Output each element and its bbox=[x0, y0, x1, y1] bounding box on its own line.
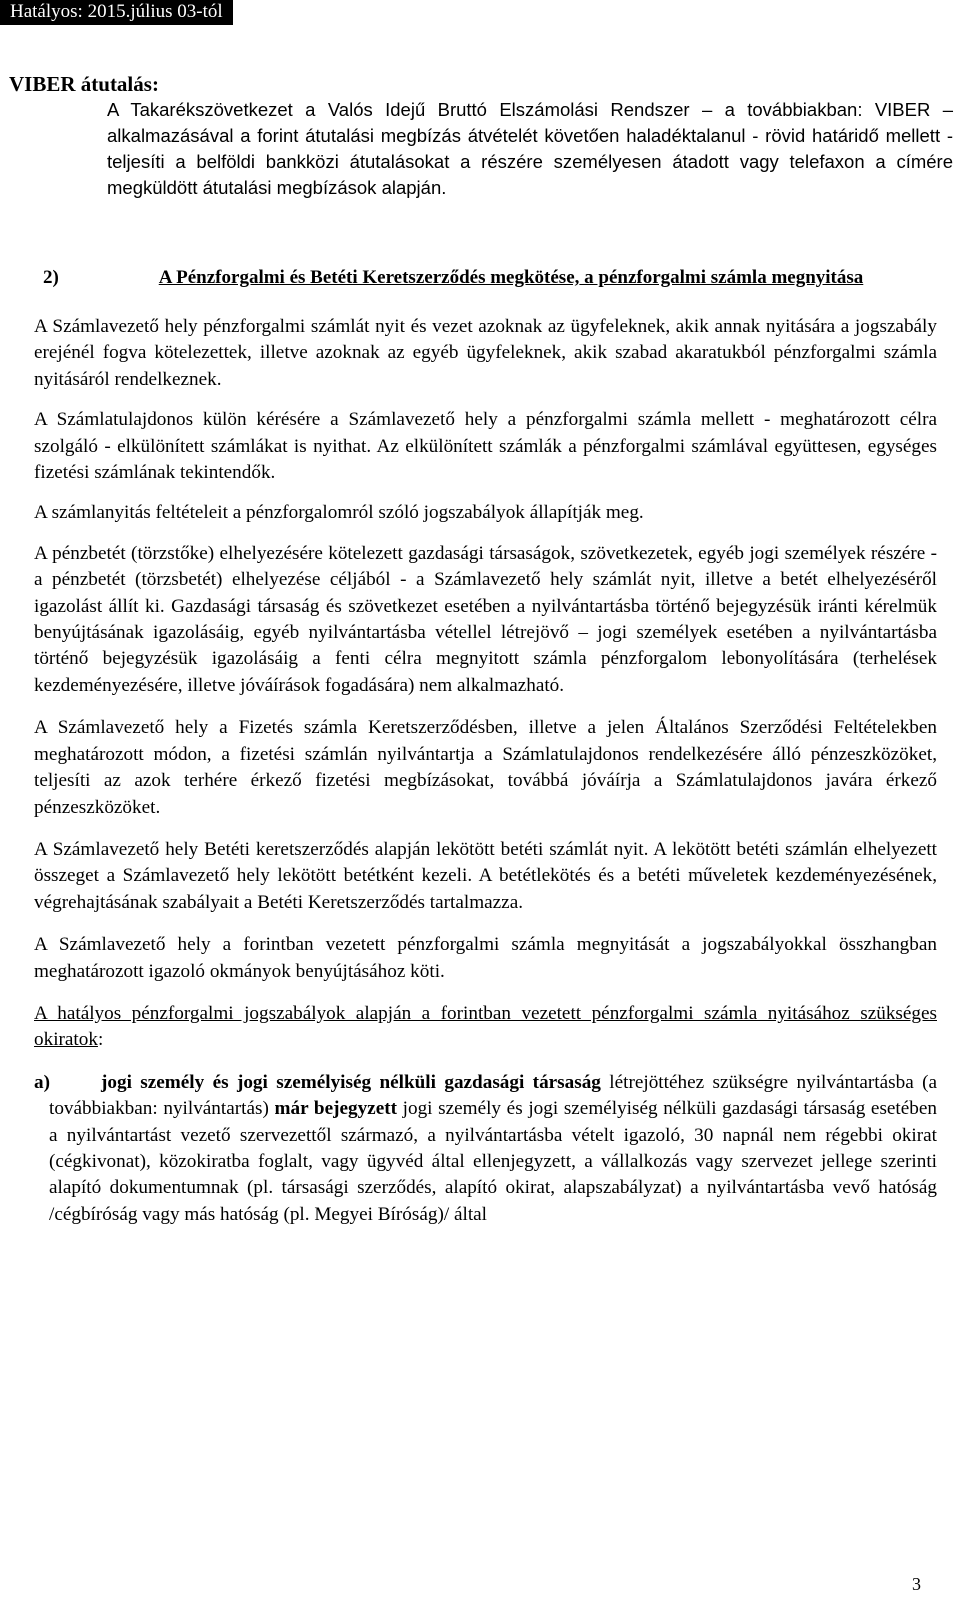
section-title-part1: A Pénzforgalmi és Betéti Keretszerződés megkötése, bbox=[158, 267, 580, 288]
list-item-a-text-1: létrejöttéhez szükségre nyilvántartásba (a továbbiakban: nyilvántartás) bbox=[49, 1071, 938, 1120]
paragraph-6: A Számlavezető hely Betéti keretszerződés alapján lekötött betéti számlát nyit. A lekötött betéti számlán elhelyezett összeget a Számlavezető hely lekötött betétként kezeli. A betétlekötés és a betéti műveletek kezdeményezésének, végrehajtásának szabályait a Betéti Keretszerződés tartalmazza. bbox=[34, 838, 937, 913]
paragraph-2: A Számlatulajdonos külön kérésére a Számlavezető hely a pénzforgalmi számla mellett - meghatározott célra szolgáló - elkülönített számlákat is nyithat. Az elkülönített számlák a pénzforgalmi számlával együttesen, egységes fizetési számlának tekintendők. bbox=[34, 409, 937, 484]
viber-paragraph: A Takarékszövetkezet a Valós Idejű Bruttó Elszámolási Rendszer – a továbbiakban: VIBER – alkalmazásával a forint átutalási megbízás átvételét követően haladéktalanul - rövid határidő mellett - teljesíti a belföldi bankközi átutalásokat a részére személyesen átadott vagy telefaxon a címére megküldött átutalási megbízások alapján. bbox=[107, 99, 953, 198]
section-heading bbox=[9, 266, 953, 290]
section-title bbox=[61, 266, 901, 290]
paragraph-3: A számlanyitás feltételeit a pénzforgalomról szóló jogszabályok állapítják meg. bbox=[34, 502, 644, 524]
section-content bbox=[34, 314, 937, 1228]
page-number: 3 bbox=[912, 1574, 921, 1594]
document-page bbox=[9, 71, 953, 1228]
paragraph-4: A pénzbetét (törzstőke) elhelyezésére kötelezett gazdasági társaságok, szövetkezetek, egyéb jogi személyek részére - a pénzbetét (törzsbetét) elhelyezése céljából - a Számlavezető hely számlát nyit, illetve a betét elhelyezéséről igazolást állít ki. Gazdasági társaság és szövetkezet esetében a nyilvántartásba történő bejegyzésük iránti kérelmük benyújtásának igazolásáig, egyéb nyilvántartásba vétellel létrejövő – jogi személyek esetében a nyilvántartásba történő bejegyzésük igazolásáig a fenti célra megnyitott számla pénzforgalom lebonyolítására (terhelések kezdeményezésére, illetve jóváírások fogadására) nem alkalmazható. bbox=[34, 542, 937, 696]
required-documents-heading-text: A hatályos pénzforgalmi jogszabályok alapján a forintban vezetett pénzforgalmi számla nyitásához szükséges okiratok bbox=[34, 1002, 937, 1051]
list-item-a-bold-1: jogi személy és jogi személyiség nélküli gazdasági társaság bbox=[101, 1071, 601, 1093]
required-documents-heading-suffix: : bbox=[97, 1029, 104, 1051]
section-number: 2) bbox=[43, 267, 59, 288]
list-item-a bbox=[34, 1070, 937, 1228]
paragraph-1: A Számlavezető hely pénzforgalmi számlát nyit és vezet azoknak az ügyfeleknek, akik annak nyitására a jogszabály erejénél fogva kötelezettek, illetve azoknak az egyéb ügyfeleknek, akik szabad akaratukból pénzforgalmi számla nyitásáról rendelkeznek. bbox=[34, 316, 937, 390]
paragraph-7: A Számlavezető hely a forintban vezetett pénzforgalmi számla megnyitását a jogszabályokkal összhangban meghatározott igazoló okmányok benyújtásához köti. bbox=[34, 934, 937, 982]
validity-stamp: Hatályos: 2015.július 03-tól bbox=[0, 0, 233, 25]
list-item-a-marker: a) bbox=[34, 1071, 50, 1093]
section-title-part2: a pénzforgalmi számla megnyitása bbox=[579, 267, 864, 288]
list-item-a-bold-2: már bejegyzett bbox=[274, 1098, 397, 1120]
required-documents-heading bbox=[34, 1001, 937, 1054]
list-item-a-text-2: jogi személy és jogi személyiség nélküli gazdasági társaság esetében a nyilvántartást vezető szervezettől származó, a nyilvántartásba vételt igazoló, 30 napnál nem régebbi okirat (cégkivonat), közokiratba foglalt, vagy ügyvéd által ellenjegyzett, a vállalkozás vagy szervezet jellege szerinti alapító dokumentumnak (pl. társasági szerződés, alapító okirat, alapszabályzat) a nyilvántartásba vevő hatóság /cégbíróság vagy más hatóság (pl. Megyei Bíróság)/ által bbox=[49, 1098, 937, 1225]
viber-title: VIBER átutalás: bbox=[9, 72, 159, 96]
paragraph-5: A Számlavezető hely a Fizetés számla Keretszerződésben, illetve a jelen Általános Szerződési Feltételekben meghatározott módon, a fizetési számlán nyilvántartja a Számlatulajdonos rendelkezésére álló pénzeszközöket, teljesíti az azok terhére érkező fizetési megbízásokat, továbbá jóváírja a Számlatulajdonos javára érkező pénzeszközöket. bbox=[34, 717, 937, 818]
